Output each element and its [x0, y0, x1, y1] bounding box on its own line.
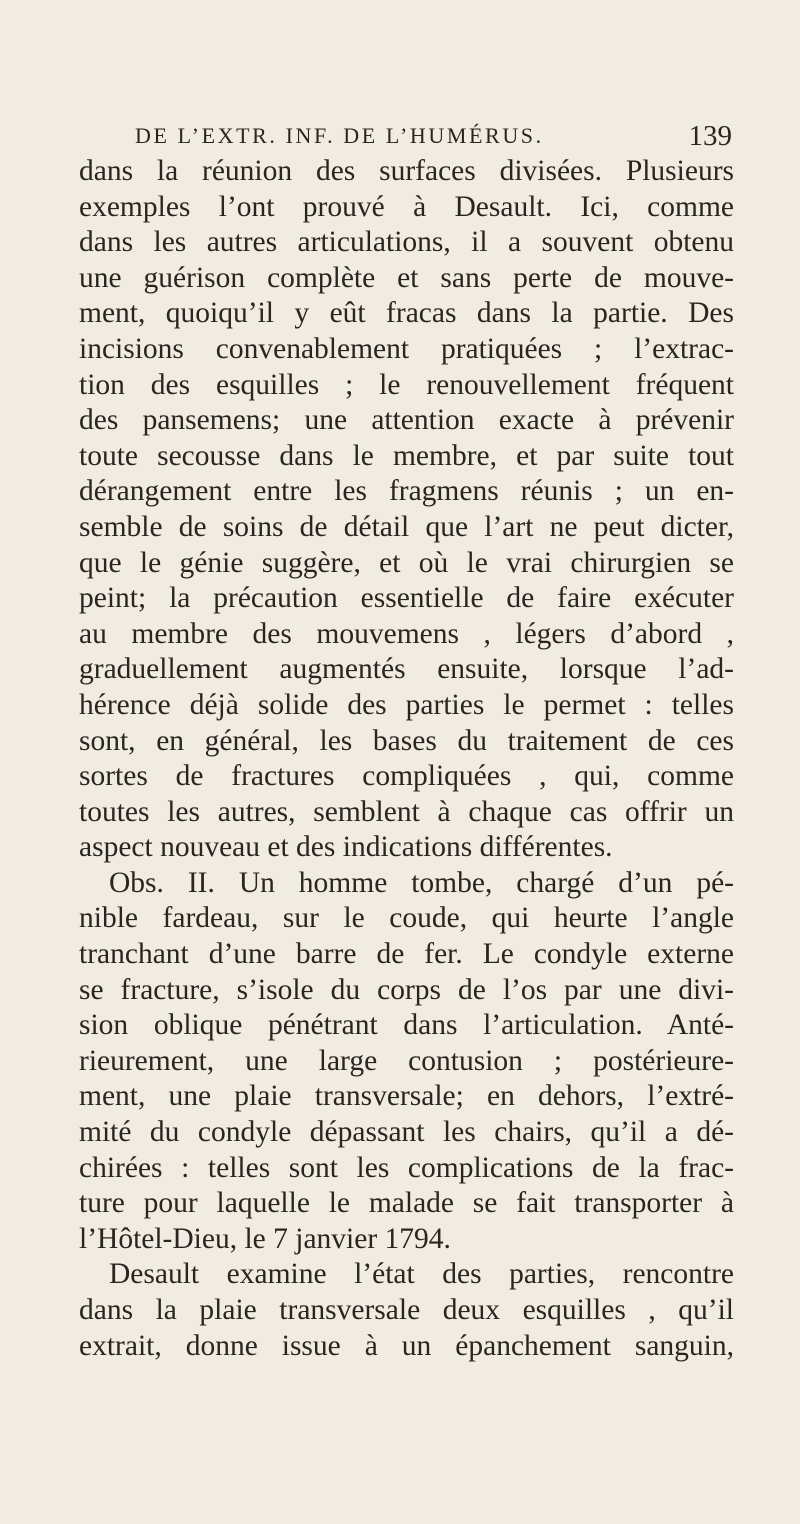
text-line: extrait, donne issue à un épanchement sanguin, [79, 1329, 734, 1362]
text-line: semble de soins de détail que l’art ne peut dicter, [79, 510, 734, 543]
text-line: incisions convenablement pratiquées ; l’extrac- [79, 332, 734, 365]
text-line: une guérison complète et sans perte de mouve- [79, 261, 734, 294]
text-line: ture pour laquelle le malade se fait transporter à [79, 1187, 734, 1220]
text-line: Obs. II. Un homme tombe, chargé d’un pé- [109, 866, 734, 899]
text-line: sortes de fractures compliquées , qui, comme [79, 760, 734, 793]
text-line: ment, une plaie transversale; en dehors, l’extré- [79, 1080, 734, 1113]
running-head [135, 118, 732, 154]
text-line: dans la plaie transversale deux esquilles , qu’il [79, 1294, 734, 1326]
text-line: sont, en général, les bases du traitement de ces [79, 724, 734, 757]
text-line: l’Hôtel-Dieu, le 7 janvier 1794. [79, 1222, 451, 1255]
text-line: mité du condyle dépassant les chairs, qu’il a dé- [79, 1116, 734, 1149]
text-line: dans la réunion des surfaces divisées. Plusieurs [79, 155, 734, 187]
text-line: au membre des mouvemens , légers d’abord , [79, 617, 734, 650]
text-line: hérence déjà solide des parties le permet : telles [79, 688, 734, 721]
body-text [79, 154, 734, 1364]
text-line: dans les autres articulations, il a souvent obtenu [79, 226, 734, 259]
text-line: graduellement augmentés ensuite, lorsque l’ad- [79, 653, 734, 686]
text-line: chirées : telles sont les complications de la frac- [79, 1151, 734, 1184]
running-title: DE L’EXTR. INF. DE L’HUMÉRUS. [135, 123, 544, 148]
text-line: peint; la précaution essentielle de faire exécuter [79, 582, 734, 615]
page-number: 139 [688, 120, 732, 152]
text-line: tranchant d’une barre de fer. Le condyle externe [79, 938, 734, 971]
text-line: toutes les autres, semblent à chaque cas offrir un [79, 795, 734, 828]
text-line: se fracture, s’isole du corps de l’os par une divi- [79, 973, 734, 1006]
text-line: que le génie suggère, et où le vrai chirurgien se [79, 546, 734, 579]
text-line: nible fardeau, sur le coude, qui heurte l’angle [79, 902, 734, 935]
text-line: des pansemens; une attention exacte à prévenir [79, 404, 734, 437]
text-line: exemples l’ont prouvé à Desault. Ici, comme [79, 190, 734, 223]
text-line: dérangement entre les fragmens réunis ; un en- [79, 475, 734, 508]
text-line: Desault examine l’état des parties, rencontre [109, 1258, 734, 1291]
text-line: sion oblique pénétrant dans l’articulation. Anté- [79, 1009, 734, 1042]
text-line: ment, quoiqu’il y eût fracas dans la partie. Des [79, 297, 734, 330]
text-line: tion des esquilles ; le renouvellement fréquent [79, 368, 734, 401]
text-line: aspect nouveau et des indications différentes. [79, 831, 613, 864]
text-line: rieurement, une large contusion ; postérieure- [79, 1044, 734, 1077]
text-line: toute secousse dans le membre, et par suite tout [79, 439, 734, 472]
